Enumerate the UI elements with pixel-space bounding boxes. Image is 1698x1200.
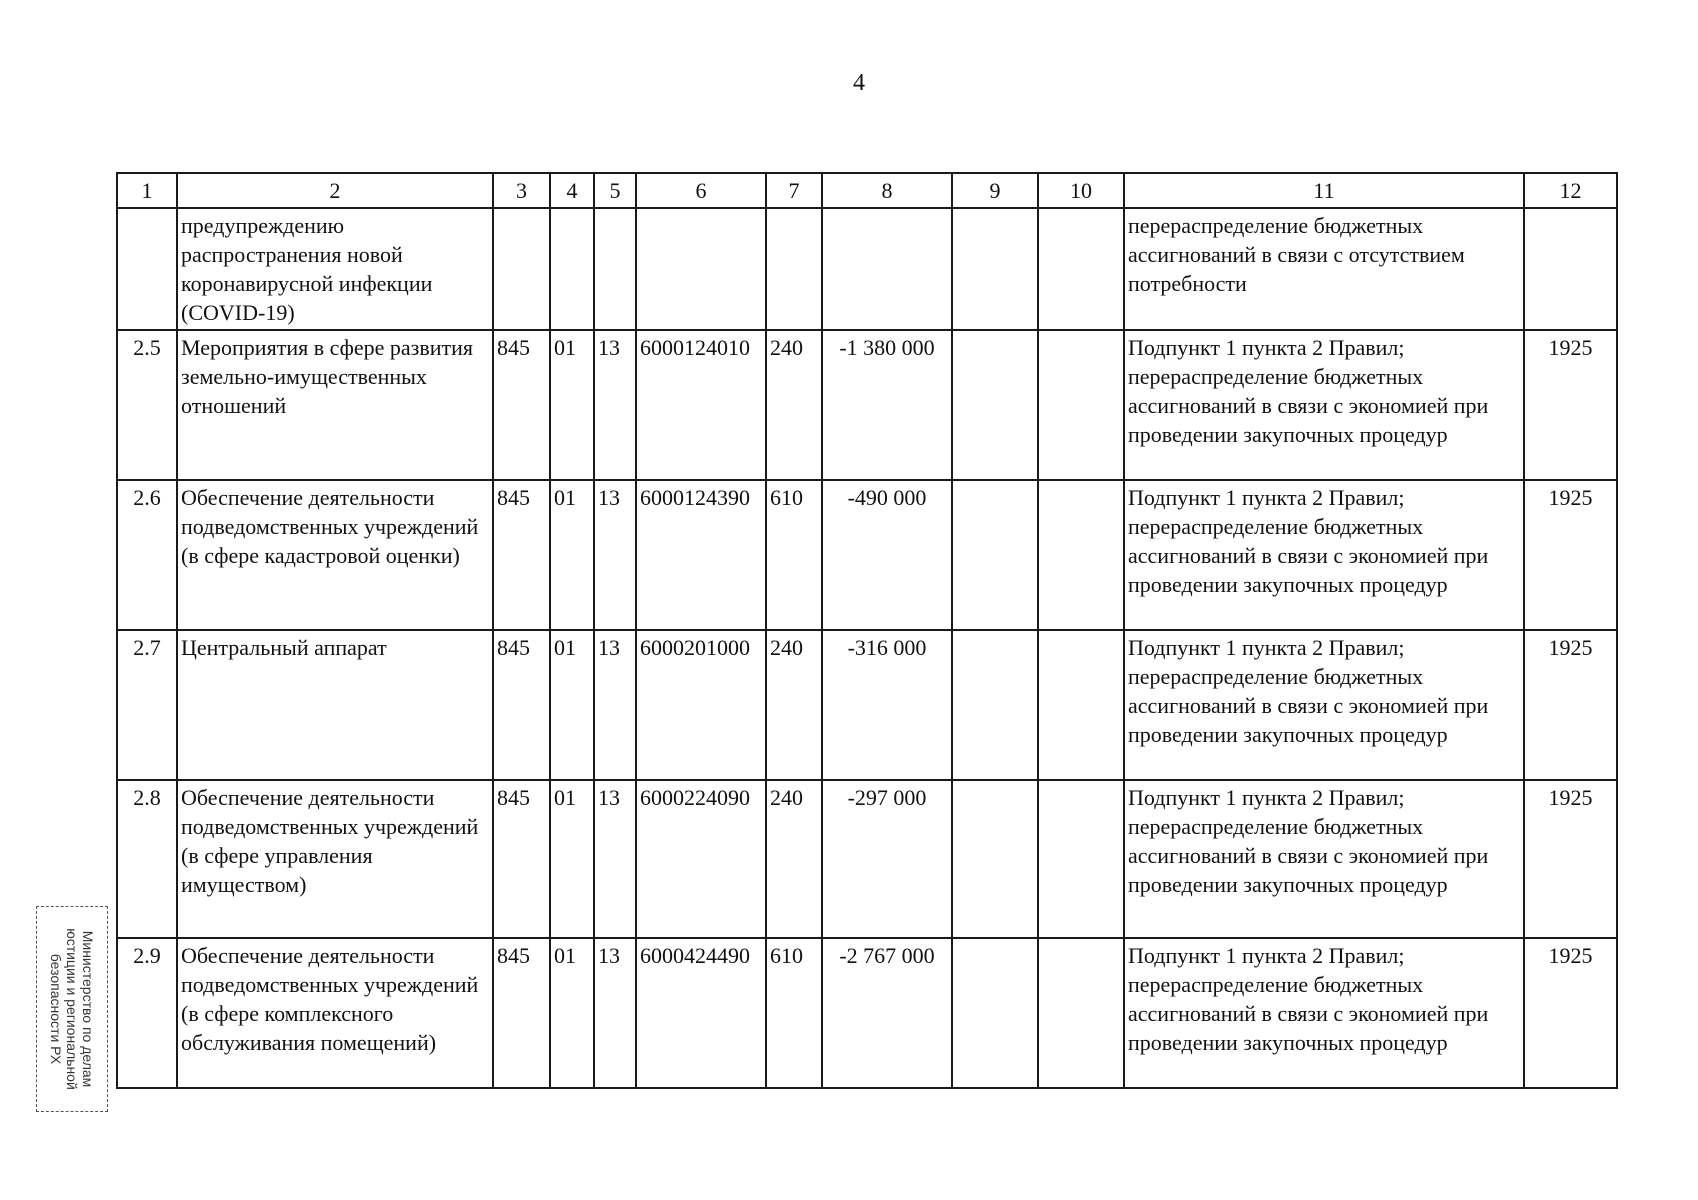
row-reason: Подпункт 1 пункта 2 Правил; перераспределение бюджетных ассигнований в связи с экономией при проведении закупочных процедур xyxy=(1124,480,1524,630)
row-name: Мероприятия в сфере развития земельно-имущественных отношений xyxy=(177,330,493,480)
row-col7: 610 xyxy=(766,938,822,1088)
row-col5 xyxy=(594,208,636,330)
row-amount: -1 380 000 xyxy=(822,330,952,480)
header-cell: 9 xyxy=(952,173,1038,208)
row-reason: перераспределение бюджетных ассигнований в связи с отсутствием потребности xyxy=(1124,208,1524,330)
table-row xyxy=(117,330,1617,480)
header-cell: 2 xyxy=(177,173,493,208)
row-doc: 1925 xyxy=(1524,780,1617,938)
row-amount: -490 000 xyxy=(822,480,952,630)
row-col9 xyxy=(952,938,1038,1088)
row-col5: 13 xyxy=(594,630,636,780)
row-col10 xyxy=(1038,780,1124,938)
row-col10 xyxy=(1038,330,1124,480)
page-number: 4 xyxy=(853,70,865,96)
row-col7: 240 xyxy=(766,630,822,780)
row-col6: 6000224090 xyxy=(636,780,766,938)
row-number xyxy=(117,208,177,330)
budget-table xyxy=(116,172,1618,1089)
row-name: Обеспечение деятельности подведомственных учреждений (в сфере комплексного обслуживания помещений) xyxy=(177,938,493,1088)
row-col3 xyxy=(493,208,550,330)
table-row xyxy=(117,780,1617,938)
row-col5: 13 xyxy=(594,780,636,938)
row-col6: 6000201000 xyxy=(636,630,766,780)
header-cell: 8 xyxy=(822,173,952,208)
row-col6 xyxy=(636,208,766,330)
stamp-line: безопасности РХ xyxy=(48,953,64,1065)
row-doc xyxy=(1524,208,1617,330)
row-amount: -316 000 xyxy=(822,630,952,780)
header-cell: 5 xyxy=(594,173,636,208)
header-cell: 11 xyxy=(1124,173,1524,208)
row-doc: 1925 xyxy=(1524,330,1617,480)
table-row xyxy=(117,938,1617,1088)
row-col7 xyxy=(766,208,822,330)
stamp-line: юстиции и региональной xyxy=(64,928,80,1090)
header-cell: 6 xyxy=(636,173,766,208)
row-col4: 01 xyxy=(550,938,594,1088)
row-col7: 240 xyxy=(766,780,822,938)
row-col3: 845 xyxy=(493,630,550,780)
table-row xyxy=(117,208,1617,330)
header-row xyxy=(117,173,1617,208)
row-col9 xyxy=(952,330,1038,480)
row-amount: -2 767 000 xyxy=(822,938,952,1088)
row-reason: Подпункт 1 пункта 2 Правил; перераспределение бюджетных ассигнований в связи с экономией при проведении закупочных процедур xyxy=(1124,780,1524,938)
row-col6: 6000124390 xyxy=(636,480,766,630)
stamp-line: Министерство по делам xyxy=(80,930,96,1088)
row-number: 2.8 xyxy=(117,780,177,938)
row-col10 xyxy=(1038,630,1124,780)
row-col5: 13 xyxy=(594,938,636,1088)
row-col5: 13 xyxy=(594,330,636,480)
row-name: предупреждению распространения новой коронавирусной инфекции (COVID-19) xyxy=(177,208,493,330)
row-col5: 13 xyxy=(594,480,636,630)
row-reason: Подпункт 1 пункта 2 Правил; перераспределение бюджетных ассигнований в связи с экономией при проведении закупочных процедур xyxy=(1124,330,1524,480)
row-col10 xyxy=(1038,208,1124,330)
row-col4: 01 xyxy=(550,480,594,630)
row-number: 2.7 xyxy=(117,630,177,780)
row-col4: 01 xyxy=(550,330,594,480)
row-name: Обеспечение деятельности подведомственных учреждений (в сфере кадастровой оценки) xyxy=(177,480,493,630)
header-cell: 3 xyxy=(493,173,550,208)
row-doc: 1925 xyxy=(1524,938,1617,1088)
row-col4 xyxy=(550,208,594,330)
row-reason: Подпункт 1 пункта 2 Правил; перераспределение бюджетных ассигнований в связи с экономией при проведении закупочных процедур xyxy=(1124,938,1524,1088)
row-number: 2.9 xyxy=(117,938,177,1088)
row-col6: 6000424490 xyxy=(636,938,766,1088)
row-col7: 240 xyxy=(766,330,822,480)
row-doc: 1925 xyxy=(1524,630,1617,780)
row-col9 xyxy=(952,208,1038,330)
row-col3: 845 xyxy=(493,938,550,1088)
header-cell: 10 xyxy=(1038,173,1124,208)
row-amount xyxy=(822,208,952,330)
row-doc: 1925 xyxy=(1524,480,1617,630)
row-col3: 845 xyxy=(493,480,550,630)
table-row xyxy=(117,630,1617,780)
row-amount: -297 000 xyxy=(822,780,952,938)
row-number: 2.6 xyxy=(117,480,177,630)
row-number: 2.5 xyxy=(117,330,177,480)
header-cell: 7 xyxy=(766,173,822,208)
row-col4: 01 xyxy=(550,630,594,780)
header-cell: 4 xyxy=(550,173,594,208)
row-col7: 610 xyxy=(766,480,822,630)
row-col3: 845 xyxy=(493,780,550,938)
registration-stamp xyxy=(36,906,108,1112)
row-col6: 6000124010 xyxy=(636,330,766,480)
row-name: Обеспечение деятельности подведомственных учреждений (в сфере управления имуществом) xyxy=(177,780,493,938)
row-col9 xyxy=(952,480,1038,630)
row-col9 xyxy=(952,630,1038,780)
row-col9 xyxy=(952,780,1038,938)
row-col4: 01 xyxy=(550,780,594,938)
header-cell: 12 xyxy=(1524,173,1617,208)
row-col10 xyxy=(1038,480,1124,630)
row-col10 xyxy=(1038,938,1124,1088)
row-name: Центральный аппарат xyxy=(177,630,493,780)
table-row xyxy=(117,480,1617,630)
row-reason: Подпункт 1 пункта 2 Правил; перераспределение бюджетных ассигнований в связи с экономией при проведении закупочных процедур xyxy=(1124,630,1524,780)
header-cell: 1 xyxy=(117,173,177,208)
row-col3: 845 xyxy=(493,330,550,480)
